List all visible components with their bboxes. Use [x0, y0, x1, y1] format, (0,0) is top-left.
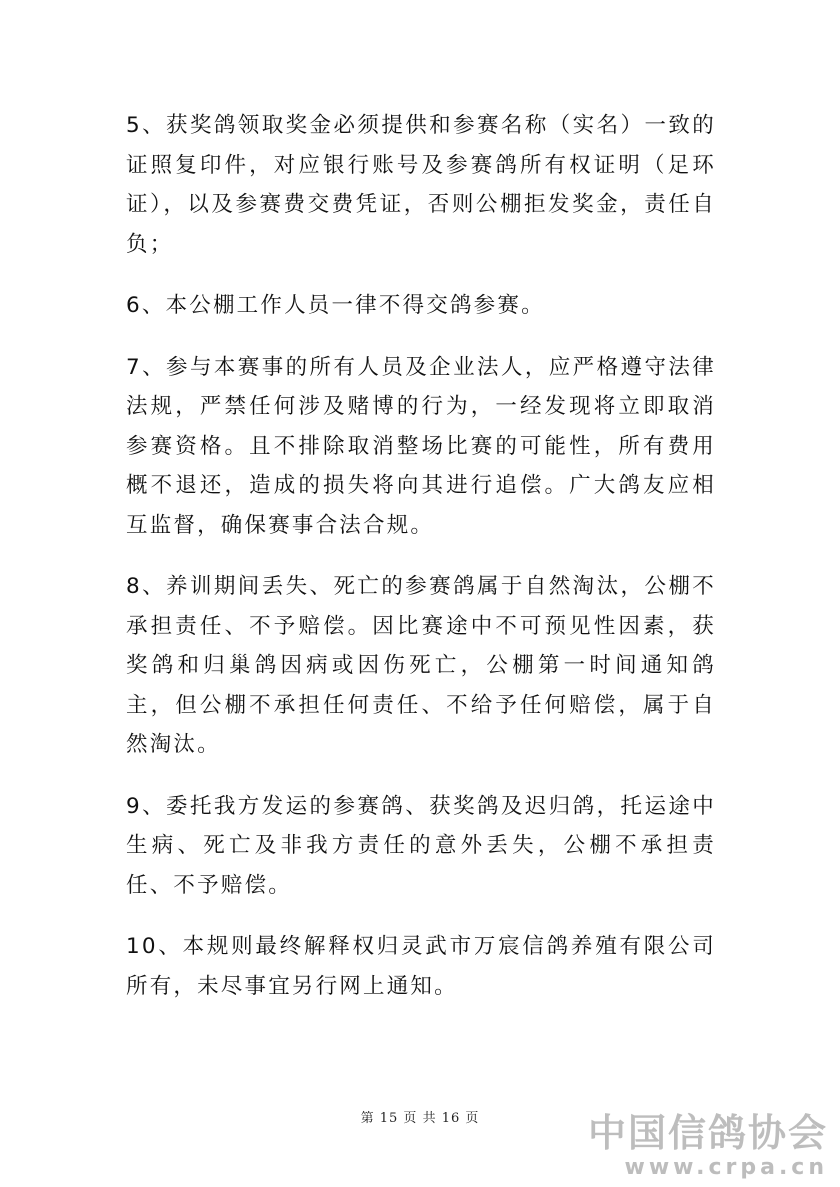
paragraph-10: 10、本规则最终解释权归灵武市万宸信鸽养殖有限公司所有，未尽事宜另行网上通知。	[126, 934, 716, 999]
paragraph-9: 9、委托我方发运的参赛鸽、获奖鸽及迟归鸽，托运途中生病、死亡及非我方责任的意外丢失，公棚不承担责任、不予赔偿。	[126, 793, 716, 898]
paragraph-8: 8、养训期间丢失、死亡的参赛鸽属于自然淘汰，公棚不承担责任、不予赔偿。因比赛途中不可预见性因素，获奖鸽和归巢鸽因病或因伤死亡，公棚第一时间通知鸽主，但公棚不承担任何责任、不给予任何赔偿，属于自然淘汰。	[126, 574, 716, 757]
paragraph-7: 7、参与本赛事的所有人员及企业法人，应严格遵守法律法规，严禁任何涉及赌博的行为，一经发现将立即取消参赛资格。且不排除取消整场比赛的可能性，所有费用概不退还，造成的损失将向其进行追偿。广大鸽友应相互监督，确保赛事合法合规。	[126, 354, 716, 538]
watermark	[588, 1112, 828, 1182]
paragraph-6: 6、本公棚工作人员一律不得交鸽参赛。	[126, 293, 545, 318]
page-number-footer: 第 15 页 共 16 页	[360, 1111, 480, 1126]
paragraph-5: 5、获奖鸽领取奖金必须提供和参赛名称（实名）一致的证照复印件，对应银行账号及参赛鸽所有权证明（足环证），以及参赛费交费凭证，否则公棚拒发奖金，责任自负；	[126, 113, 716, 257]
body-text	[126, 106, 716, 1028]
watermark-url: www.crpa.cn	[624, 1155, 828, 1180]
watermark-name: 中国信鸽协会	[587, 1111, 828, 1155]
